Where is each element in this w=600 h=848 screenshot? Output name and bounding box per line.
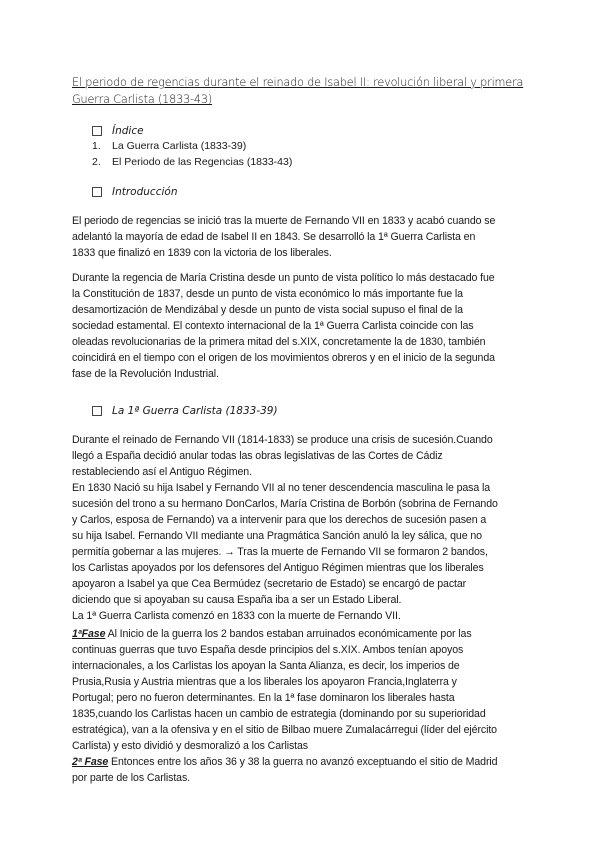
checkbox-icon[interactable] bbox=[92, 187, 102, 197]
toc-item-label: La Guerra Carlista (1833-39) bbox=[112, 140, 247, 152]
text-line: La 1ª Guerra Carlista comenzó en 1833 con la muerte de Fernando VII. bbox=[72, 610, 401, 622]
intro-heading bbox=[92, 185, 177, 199]
toc-item bbox=[92, 154, 292, 170]
index-heading-label: Índice bbox=[112, 125, 144, 137]
text-line bbox=[72, 754, 532, 770]
document-title bbox=[72, 74, 542, 108]
text-line: restableciendo así el Antiguo Régimen. bbox=[72, 466, 252, 478]
intro-paragraph-1 bbox=[72, 213, 532, 261]
text-line: adelantó la mayoría de edad de Isabel II en 1843. Se desarrolló la 1ª Guerra Carlista en bbox=[72, 231, 476, 243]
text-line: fase de la Revolución Industrial. bbox=[72, 368, 219, 380]
text-line: continuas guerras que tuvo España desde principios del s.XIX. Ambos tenían apoyos bbox=[72, 644, 464, 656]
phase1-label: 1ªFase bbox=[72, 628, 106, 640]
text-line: El periodo de regencias se inició tras la muerte de Fernando VII en 1833 y acabó cuando se bbox=[72, 215, 496, 227]
section1-heading bbox=[92, 404, 278, 418]
intro-paragraph-2 bbox=[72, 270, 532, 382]
toc-item-number: 2. bbox=[92, 156, 101, 168]
text-line: sociedad estamental. El contexto internacional de la 1ª Guerra Carlista coincide con las bbox=[72, 320, 474, 332]
text-line: apoyaron a Isabel ya que Cea Bermúdez (secretario de Estado) se encargó de pactar bbox=[72, 578, 467, 590]
section1-heading-label: La 1ª Guerra Carlista (1833-39) bbox=[112, 405, 278, 417]
checkbox-icon[interactable] bbox=[92, 406, 102, 416]
intro-heading-label: Introducción bbox=[112, 186, 178, 198]
text-line: 1835,cuando los Carlistas hacen un cambio de estrategia (dominando por su superioridad bbox=[72, 708, 486, 720]
text-line: por parte de los Carlistas. bbox=[72, 772, 191, 784]
text-line: Portugal; pero no fueron determinantes. En la 1ª fase dominaron los liberales hasta bbox=[72, 692, 455, 704]
phase1-paragraph bbox=[72, 626, 532, 786]
section1-paragraph bbox=[72, 432, 532, 624]
text-line: Durante la regencia de María Cristina desde un punto de vista político lo más destacado fue bbox=[72, 272, 495, 284]
text-line: Carlista) y esto dividió y desmoralizó a los Carlistas bbox=[72, 740, 308, 752]
text-line: internacionales, a los Carlistas los apoyan la Santa Alianza, es decir, los imperios de bbox=[72, 660, 460, 672]
text-line: la Constitución de 1837, desde un punto de vista económico lo más importante fue la bbox=[72, 288, 463, 300]
toc-item bbox=[92, 138, 292, 154]
phase2-label: 2ª Fase bbox=[72, 756, 109, 768]
title-line-2: Guerra Carlista (1833-43) bbox=[72, 93, 213, 106]
text-line: los Carlistas apoyados por los defensores del Antiguo Régimen mientras que los liberales bbox=[72, 562, 484, 574]
text-line: permitía gobernar a las mujeres. → Tras la muerte de Fernando VII se formaron 2 bandos, bbox=[72, 546, 488, 558]
text-line: estratégica), van a la ofensiva y en el sitio de Bilbao muere Zumalacárregui (líder del ejército bbox=[72, 724, 497, 736]
phase1-first-line: Al Inicio de la guerra los 2 bandos estaban arruinados económicamente por las bbox=[105, 628, 472, 640]
text-line: oleadas revolucionarias de la primera mitad del s.XIX, concretamente la de 1830, también bbox=[72, 336, 486, 348]
text-line: 1833 que finalizó en 1839 con la victoria de los liberales. bbox=[72, 247, 332, 259]
checkbox-icon[interactable] bbox=[92, 126, 102, 136]
text-line: sucesión del trono a su hermano DonCarlos, María Cristina de Borbón (sobrina de Fernando bbox=[72, 498, 498, 510]
text-line: Prusia,Rusia y Austria mientras que a los liberales los apoyaron Francia,Inglaterra y bbox=[72, 676, 457, 688]
text-line bbox=[72, 626, 532, 642]
text-line: coincidirá en el tiempo con el origen de los movimientos obreros y en el inicio de la segunda bbox=[72, 352, 495, 364]
title-line-1: El periodo de regencias durante el reinado de Isabel II: revolución liberal y primera bbox=[72, 76, 524, 89]
toc-item-number: 1. bbox=[92, 140, 101, 152]
text-line: Durante el reinado de Fernando VII (1814-1833) se produce una crisis de sucesión.Cuando bbox=[72, 434, 493, 446]
text-line: diciendo que si apoyaban su causa España iba a ser un Estado Liberal. bbox=[72, 594, 402, 606]
index-heading bbox=[92, 124, 144, 138]
phase2-first-line: Entonces entre los años 36 y 38 la guerra no avanzó exceptuando el sitio de Madrid bbox=[108, 756, 498, 768]
text-line: En 1830 Nació su hija Isabel y Fernando VII al no tener descendencia masculina le pasa la bbox=[72, 482, 491, 494]
text-line: y Carlos, esposa de Fernando) va a intervenir para que los derechos de sucesión pasen a bbox=[72, 514, 487, 526]
text-line: su hija Isabel. Fernando VII mediante una Pragmática Sanción anuló la ley sálica, que no bbox=[72, 530, 482, 542]
text-line: llegó a España decidió anular todas las obras legislativas de las Cortes de Cádiz bbox=[72, 450, 443, 462]
toc-item-label: El Periodo de las Regencias (1833-43) bbox=[112, 156, 293, 168]
text-line: desamortización de Mendizábal y desde un punto de vista social supuso el final de la bbox=[72, 304, 463, 316]
table-of-contents bbox=[92, 138, 292, 170]
